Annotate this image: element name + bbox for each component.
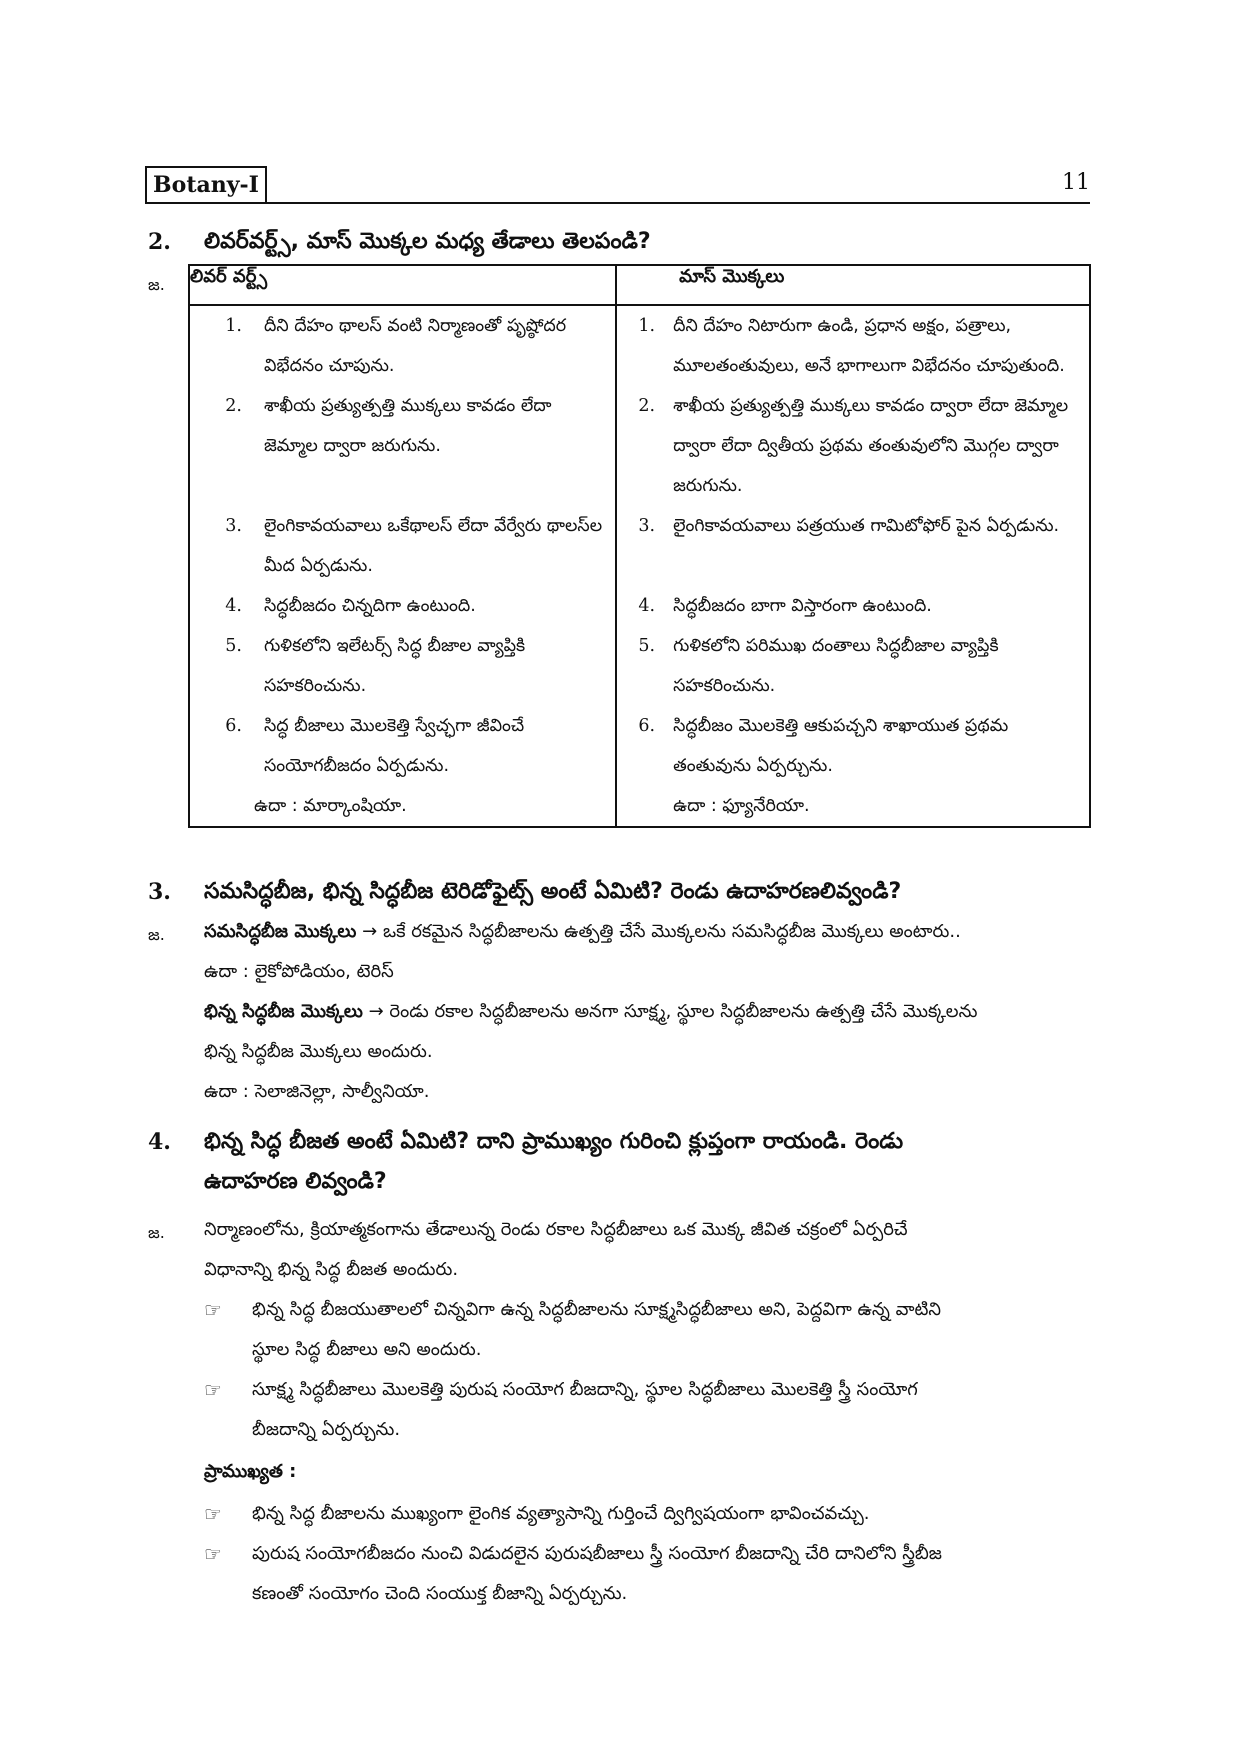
intro-line: నిర్మాణంలోను, క్రియాత్మకంగాను తేడాలున్న రెండు రకాల సిద్ధబీజాలు ఒక మొక్క జీవిత చక్రంలో ఏర్పరిచే xyxy=(204,1219,908,1240)
question-text-line1: భిన్న సిద్ధ బీజత అంటే ఏమిటి? దాని ప్రాముఖ్యం గురించి క్లుప్తంగా రాయండి. రెండు xyxy=(204,1129,904,1154)
answer-marker: జ. xyxy=(148,925,165,944)
cell-text: సిద్ధబీజం మొలకెత్తి ఆకుపచ్చని శాఖాయుత ప్రథమ తంతువును ఏర్పర్చును. xyxy=(673,716,1009,776)
cell-text: లైంగికావయవాలు ఒకేథాలస్ లేదా వేర్వేరు థాలస్‌ల మీద ఏర్పడును. xyxy=(264,516,603,576)
row-number: 4. xyxy=(225,596,242,616)
list-item xyxy=(204,1290,1090,1370)
bullet-text: కణంతో సంయోగం చెంది సంయుక్త బీజాన్ని ఏర్పర్చును. xyxy=(252,1583,628,1604)
column-header-mosses: మాస్ మొక్కలు xyxy=(616,265,1090,305)
cell-text: దీని దేహం నిటారుగా ఉండి, ప్రధాన అక్షం, పత్రాలు, మూలతంతువులు, అనే భాగాలుగా విభేదనం చూపుతుంది. xyxy=(673,316,1065,376)
list-item xyxy=(204,1534,1090,1614)
bullet-text: పురుష సంయోగబీజదం నుంచి విడుదలైన పురుషబీజాలు స్త్రీ సంయోగ బీజదాన్ని చేరి దానిలోని స్త్రీబీజ xyxy=(252,1543,942,1564)
row-number: 5. xyxy=(225,636,242,656)
bullet-text: బీజదాన్ని ఏర్పర్చును. xyxy=(252,1419,401,1440)
row-number: 5. xyxy=(638,636,656,656)
question-4 xyxy=(0,1122,1241,1162)
row-number: 2. xyxy=(225,396,242,416)
pointing-hand-icon: ☞ xyxy=(204,1502,222,1526)
table-row xyxy=(189,386,1090,506)
question-number: 4. xyxy=(148,1129,171,1155)
answer-marker: జ. xyxy=(148,275,165,294)
question-3 xyxy=(0,872,1241,912)
comparison-table xyxy=(188,264,1091,828)
cell-text: లైంగికావయవాలు పత్రయుత గామిటోఫోర్ పైన ఏర్పడును. xyxy=(673,516,1060,536)
column-header-liverworts: లివర్ వర్ట్స్ xyxy=(189,265,616,305)
question-number: 3. xyxy=(148,879,171,905)
table-row xyxy=(189,706,1090,827)
page-number: 11 xyxy=(1062,170,1090,195)
pointing-hand-icon: ☞ xyxy=(204,1542,222,1566)
question-text-line2: ఉదాహరణ లివ్వండి? xyxy=(204,1169,387,1194)
definition-text: రెండు రకాల సిద్ధబీజాలను అనగా సూక్ష్మ, స్థూల సిద్ధబీజాలను ఉత్పత్తి చేసే మొక్కలను xyxy=(389,1001,978,1022)
arrow: → xyxy=(368,1001,384,1022)
example-liverwort: ఉదా : మార్కాంషియా. xyxy=(254,796,407,816)
cell-text: గుళికలోని పరిముఖ దంతాలు సిద్ధబీజాల వ్యాప్తికి సహకరించును. xyxy=(673,636,999,696)
row-number: 6. xyxy=(638,716,656,736)
cell-text: సిద్ధ బీజాలు మొలకెత్తి స్వేచ్ఛగా జీవించే సంయోగబీజదం ఏర్పడును. xyxy=(264,716,525,776)
pointing-hand-icon: ☞ xyxy=(204,1298,222,1322)
cell-text: సిద్ధబీజదం చిన్నదిగా ఉంటుంది. xyxy=(264,596,476,616)
row-number: 3. xyxy=(225,516,242,536)
row-number: 2. xyxy=(638,396,656,416)
row-number: 1. xyxy=(225,316,242,336)
cell-text: శాఖీయ ప్రత్యుత్పత్తి ముక్కలు కావడం ద్వారా లేదా జెమ్మాల ద్వారా లేదా ద్వితీయ ప్రథమ తంతువులోని మొగ్గల ద్వారా జరుగును. xyxy=(673,396,1069,496)
bullet-text: భిన్న సిద్ధ బీజయుతాలలో చిన్నవిగా ఉన్న సిద్ధబీజాలను సూక్ష్మసిద్ధబీజాలు అని, పెద్దవిగా ఉన్న వాటిని xyxy=(252,1299,941,1320)
intro-line: విధానాన్ని భిన్న సిద్ధ బీజత అందురు. xyxy=(204,1259,459,1280)
cell-text: దీని దేహం థాలస్ వంటి నిర్మాణంతో పృష్ఠోదర విభేదనం చూపును. xyxy=(264,316,567,376)
subject-label: Botany-I xyxy=(145,166,267,202)
row-number: 1. xyxy=(638,316,656,336)
term-homosporous: సమసిద్ధబీజ మొక్కలు xyxy=(204,921,357,942)
definition-continuation: భిన్న సిద్ధబీజ మొక్కలు అందురు. xyxy=(204,1041,433,1062)
table-row xyxy=(189,586,1090,626)
row-number: 6. xyxy=(225,716,242,736)
cell-text: గుళికలోని ఇలేటర్స్ సిద్ధ బీజాల వ్యాప్తికి సహకరించును. xyxy=(264,636,526,696)
term-heterosporous: భిన్న సిద్ధబీజ మొక్కలు xyxy=(204,1001,363,1022)
arrow: → xyxy=(362,921,378,942)
answer-marker: జ. xyxy=(148,1223,165,1242)
definition-text: ఒకే రకమైన సిద్ధబీజాలను ఉత్పత్తి చేసే మొక్కలను సమసిద్ధబీజ మొక్కలు అంటారు.. xyxy=(382,921,961,942)
pointing-hand-icon: ☞ xyxy=(204,1378,222,1402)
page-header xyxy=(145,166,1090,204)
example-heterosporous: ఉదా : సెలాజినెల్లా, సాల్వీనియా. xyxy=(204,1081,430,1102)
table-row xyxy=(189,305,1090,386)
question-number: 2. xyxy=(148,229,171,255)
example-homosporous: ఉదా : లైకోపోడియం, టెరిస్ xyxy=(204,961,394,982)
row-number: 3. xyxy=(638,516,656,536)
example-moss: ఉదా : ఫ్యూనేరియా. xyxy=(673,796,810,816)
cell-text: సిద్ధబీజదం బాగా విస్తారంగా ఉంటుంది. xyxy=(673,596,932,616)
bullet-text: భిన్న సిద్ధ బీజాలను ముఖ్యంగా లైంగిక వ్యత్యాసాన్ని గుర్తించే ద్విగ్విషయంగా భావించవచ్చు. xyxy=(252,1503,870,1524)
importance-heading: ప్రాముఖ్యత : xyxy=(204,1461,297,1482)
homosporous-definition xyxy=(204,912,1094,952)
list-item xyxy=(204,1494,1090,1534)
table-row xyxy=(189,626,1090,706)
row-number: 4. xyxy=(638,596,656,616)
question-text: లివర్‌వర్ట్స్, మాస్ మొక్కల మధ్య తేడాలు తెలపండి? xyxy=(204,229,651,254)
table-row xyxy=(189,506,1090,586)
cell-text: శాఖీయ ప్రత్యుత్పత్తి ముక్కలు కావడం లేదా జెమ్మాల ద్వారా జరుగును. xyxy=(264,396,552,456)
bullet-text: స్థూల సిద్ధ బీజాలు అని అందురు. xyxy=(252,1339,482,1360)
heterosporous-definition xyxy=(204,992,1094,1032)
question-2 xyxy=(0,222,1241,262)
question-text: సమసిద్ధబీజ, భిన్న సిద్ధబీజ టెరిడోఫైట్స్ అంటే ఏమిటి? రెండు ఉదాహరణలివ్వండి? xyxy=(204,879,902,904)
bullet-text: సూక్ష్మ సిద్ధబీజాలు మొలకెత్తి పురుష సంయోగ బీజదాన్ని, స్థూల సిద్ధబీజాలు మొలకెత్తి స్త్రీ సంయోగ xyxy=(252,1379,918,1400)
list-item xyxy=(204,1370,1090,1450)
